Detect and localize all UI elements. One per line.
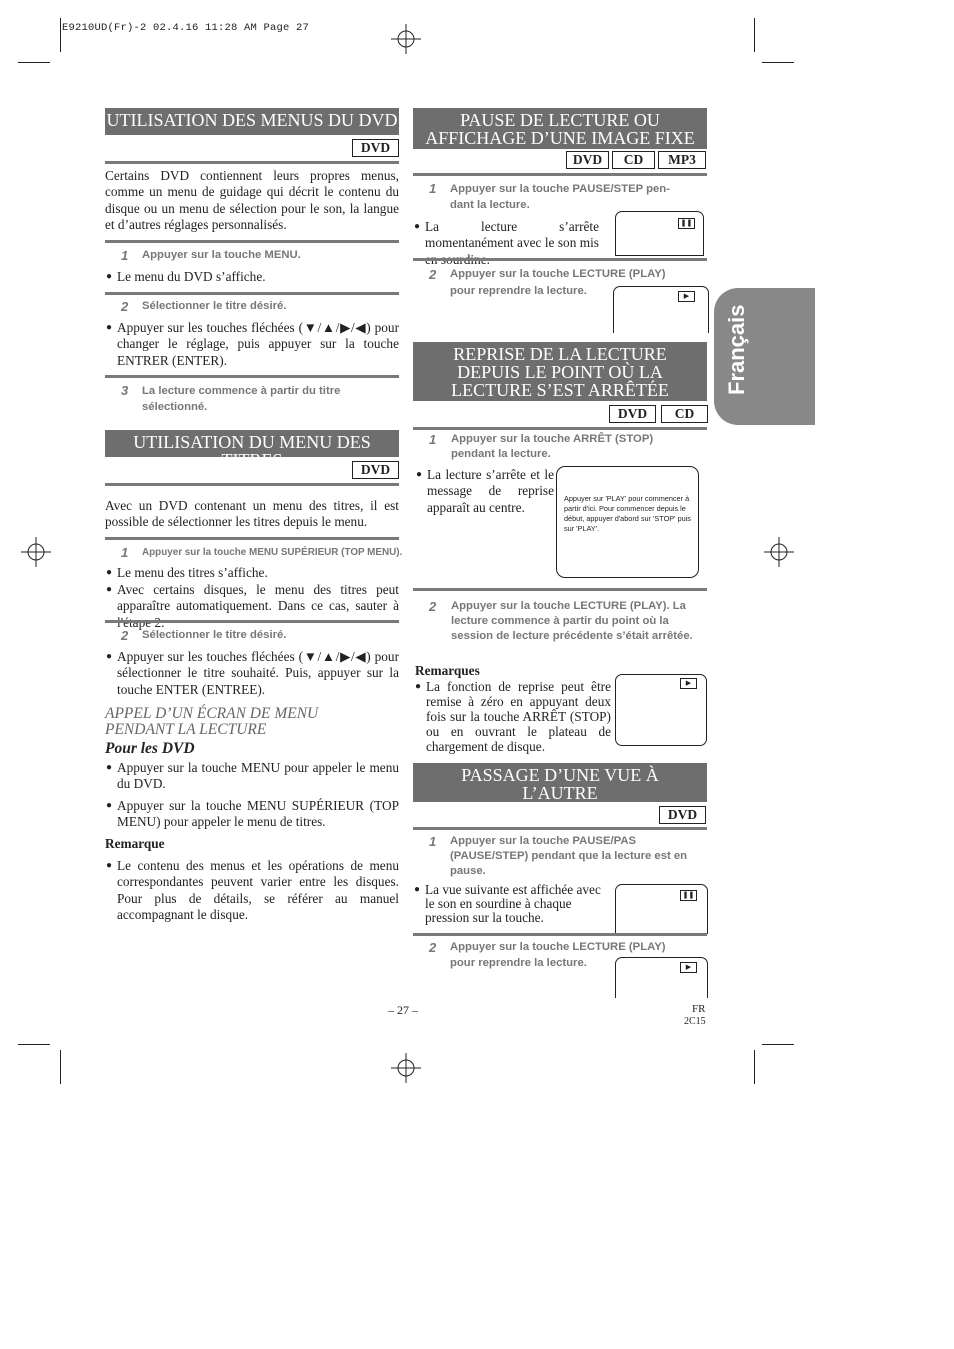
crop-mark: [60, 1050, 61, 1084]
menu-titres-intro: Avec un DVD contenant un menu des titres, il est possible de sélectionner les titres depuis le menu.: [105, 498, 399, 530]
pause-icon: ❚❚: [678, 218, 695, 229]
tv-screen: [615, 957, 708, 998]
dvd-badge: DVD: [609, 405, 656, 423]
remarks-title: Remarques: [415, 663, 480, 678]
bullet-item: ● Appuyer sur les touches fléchées (▼/▲/▶/◀) pour changer le réglage, puis appuyer sur la touche ENTRER (ENTER).: [106, 320, 399, 368]
title-line: PAUSE DE LECTURE OU: [460, 110, 660, 130]
step-text: dant la lecture.: [450, 199, 530, 211]
step-text: Appuyer sur la touche LECTURE (PLAY): [450, 268, 666, 280]
appel-subtitle-line1: APPEL D’UN ÉCRAN DE MENU: [105, 705, 319, 722]
bullet-text: La vue suivante est affichée avec le son en sourdine à chaque pression sur la touche.: [425, 882, 601, 925]
step-number: 3: [121, 383, 129, 398]
step-divider: [413, 933, 707, 936]
registration-mark: [391, 24, 421, 54]
footer-code: 2C15: [684, 1016, 706, 1027]
step-number: 2: [121, 299, 129, 314]
bullet-item: ● Le menu des titres s’affiche.: [106, 565, 268, 580]
step-2: [429, 599, 709, 644]
tv-screen: [556, 466, 699, 578]
step-text: La lecture commence à partir du titre: [142, 385, 341, 397]
step-1: [429, 181, 709, 213]
bullet-item: ● Appuyer sur la touche MENU pour appeler le menu du DVD.: [106, 760, 399, 792]
bullet-item: ● Appuyer sur la touche MENU SUPÉRIEUR (TOP MENU) pour appeler le menu de titres.: [106, 798, 399, 830]
step-number: 1: [429, 834, 437, 849]
step-1: [121, 545, 407, 560]
step-text: Sélectionner le titre désiré.: [142, 300, 287, 312]
step-text: pour reprendre la lecture.: [450, 956, 587, 969]
step-1: [429, 432, 709, 462]
step-divider: [105, 620, 399, 623]
mp3-badge: MP3: [658, 151, 706, 169]
step-number: 1: [429, 181, 437, 196]
step-text: Appuyer sur la touche LECTURE (PLAY): [450, 941, 666, 953]
bullet-text: Le contenu des menus et les opérations de menu correspondantes peuvent varier entre les disques. Pour plus de détails, se référer au manuel accompagnant le disque.: [117, 858, 399, 922]
bullet-item: ● La fonction de reprise peut être remise à zéro en appuyant deux fois sur la touche ARRÊT (STOP) ou en ouvrant le plateau de chargement de disque.: [415, 679, 611, 754]
step-2: [121, 299, 399, 314]
step-3: [121, 383, 399, 415]
step-number: 2: [121, 628, 129, 643]
crop-mark: [762, 1044, 794, 1045]
bullet-item: ● Avec certains disques, le menu des titres peut apparaître automatiquement. Dans ce cas, sauter à: [117, 582, 399, 631]
step-text: Appuyer sur la touche LECTURE (PLAY). La lecture commence à partir du point où la session de lecture précédente s’était arrêtée.: [451, 600, 693, 642]
language-tab-label: Français: [724, 304, 749, 395]
tv-screen: [615, 674, 707, 746]
crop-mark: [18, 1044, 50, 1045]
crop-mark: [762, 62, 794, 63]
bullet-item: ● La lecture s’arrête et le message de reprise apparaît au centre.: [416, 467, 554, 515]
step-text: Sélectionner le titre désiré.: [142, 629, 287, 641]
step-divider: [413, 258, 707, 261]
step-divider: [105, 375, 399, 378]
step-number: 1: [121, 545, 129, 560]
cd-badge: CD: [612, 151, 655, 169]
remark-title: Remarque: [105, 836, 165, 851]
step-number: 2: [429, 599, 437, 614]
pause-icon: ❚❚: [680, 890, 697, 901]
crop-mark: [60, 18, 61, 52]
step-divider: [105, 240, 399, 243]
divider: [105, 483, 399, 486]
dvd-badge: DVD: [352, 461, 399, 479]
bullet-item: ● Le contenu des menus et les opérations de menu correspondantes peuvent varier entre les disques. Pour plus de détails, se référer au manuel accompagnant le disque.: [106, 858, 399, 922]
step-divider: [105, 537, 399, 540]
tv-screen: [615, 884, 708, 934]
play-icon: ▶: [678, 291, 695, 302]
title-line: LECTURE S’EST ARRÊTÉE: [451, 380, 669, 400]
section-title-menu-titres: UTILISATION DU MENU DES TITRES: [105, 430, 399, 457]
bullet-text: Appuyer sur les touches fléchées (▼/▲/▶/◀) pour changer le réglage, puis appuyer sur la touche ENTRER (ENTER).: [117, 320, 399, 368]
resume-message: Appuyer sur 'PLAY' pour commencer à partir d'ici. Pour commencer depuis le début, appuyer d'abord sur 'STOP' puis sur 'PLAY'.: [564, 494, 691, 533]
step-text: sélectionné.: [142, 401, 208, 413]
crop-mark: [18, 62, 50, 63]
dvd-badge: DVD: [659, 806, 706, 824]
section-title-reprise: [413, 342, 707, 401]
dvd-badge: DVD: [352, 139, 399, 157]
step-1: [429, 834, 709, 879]
step-text: Appuyer sur la touche PAUSE/STEP pen-: [450, 183, 670, 195]
play-icon: ▶: [680, 962, 697, 973]
step-text: pour reprendre la lecture.: [450, 285, 587, 297]
step-2: [121, 628, 399, 643]
section-title-menus-dvd: UTILISATION DES MENUS DU DVD: [105, 108, 399, 135]
dvd-badge: DVD: [566, 151, 609, 169]
step-text: Appuyer sur la touche PAUSE/PAS (PAUSE/STEP) pendant que la lecture est en pause.: [450, 835, 688, 877]
step-1: [121, 248, 399, 263]
bullet-text: Appuyer sur la touche MENU SUPÉRIEUR (TOP MENU) pour appeler le menu de titres.: [117, 798, 399, 830]
step-divider: [413, 588, 707, 591]
bullet-text: Le menu du DVD s’affiche.: [117, 269, 266, 284]
crop-mark: [754, 1050, 755, 1084]
crop-mark: [754, 18, 755, 52]
step-number: 1: [121, 248, 129, 263]
title-line: DEPUIS LE POINT OÙ LA: [457, 362, 663, 382]
step-text: Appuyer sur la touche MENU SUPÉRIEUR (TOP MENU).: [142, 547, 403, 558]
bullet-text: Avec certains disques, le menu des titres peut apparaître automatiquement. Dans ce cas, sauter à: [117, 582, 399, 614]
section-title-pause: [413, 108, 707, 149]
bullet-item: ● La lecture s’arrête momentanément avec le son mis: [425, 219, 599, 268]
registration-mark: [391, 1053, 421, 1083]
bullet-text: La fonction de reprise peut être remise à zéro en appuyant deux fois sur la touche ARRÊT (STOP) ou en ouvrant le plateau de chargement de disque.: [426, 679, 611, 754]
divider: [105, 161, 399, 164]
print-header: E9210UD(Fr)-2 02.4.16 11:28 AM Page 27: [62, 22, 310, 34]
step-number: 2: [429, 267, 437, 282]
cd-badge: CD: [661, 405, 708, 423]
registration-mark: [764, 537, 794, 567]
bullet-item: ● La vue suivante est affichée avec le son en sourdine à chaque pression sur la touche.: [414, 882, 601, 925]
bullet-item: ● Le menu du DVD s’affiche.: [106, 269, 266, 284]
tv-screen: [615, 211, 704, 256]
title-line: L’AUTRE: [522, 783, 598, 803]
step-number: 2: [429, 940, 437, 955]
title-line: AFFICHAGE D’UNE IMAGE FIXE: [425, 128, 695, 148]
menus-dvd-intro: Certains DVD contiennent leurs propres menus, comme un menu de guidage qui décrit le contenu du disque ou un menu de sélection pour le son, la langue et d’autres réglages personnalisés.: [105, 168, 399, 232]
appel-subtitle-line2: PENDANT LA LECTURE: [105, 721, 267, 738]
page-number: – 27 –: [388, 1003, 418, 1017]
step-text: Appuyer sur la touche ARRÊT (STOP): [451, 433, 654, 445]
bullet-text: Appuyer sur les touches fléchées (▼/▲/▶/◀) pour sélectionner le titre souhaité. Puis, appuyer sur la touche ENTER (ENTREE).: [117, 649, 399, 697]
footer-lang: FR: [692, 1003, 706, 1015]
tv-screen: [613, 286, 709, 333]
bullet-text: Le menu des titres s’affiche.: [117, 565, 268, 580]
bullet-text: Appuyer sur la touche MENU pour appeler le menu du DVD.: [117, 760, 399, 792]
bullet-item: ● Appuyer sur les touches fléchées (▼/▲/▶/◀) pour sélectionner le titre souhaité. Puis, appuyer sur la touche ENTER (ENTREE).: [106, 649, 399, 697]
divider: [413, 427, 707, 430]
play-icon: ▶: [680, 678, 697, 689]
bullet-text: La lecture s’arrête et le message de reprise apparaît au centre.: [427, 467, 554, 515]
bullet-text: La lecture s’arrête momentanément avec le son mis: [425, 219, 599, 251]
divider: [413, 173, 707, 176]
step-divider: [105, 292, 399, 295]
pour-dvd-subtitle: Pour les DVD: [105, 740, 195, 757]
section-title-passage: [413, 763, 707, 802]
step-text: Appuyer sur la touche MENU.: [142, 249, 301, 261]
step-number: 1: [429, 432, 437, 447]
registration-mark: [21, 537, 51, 567]
title-line: PASSAGE D’UNE VUE À: [461, 765, 659, 785]
divider: [413, 827, 707, 830]
step-text: pendant la lecture.: [451, 448, 551, 460]
title-line: REPRISE DE LA LECTURE: [453, 344, 667, 364]
